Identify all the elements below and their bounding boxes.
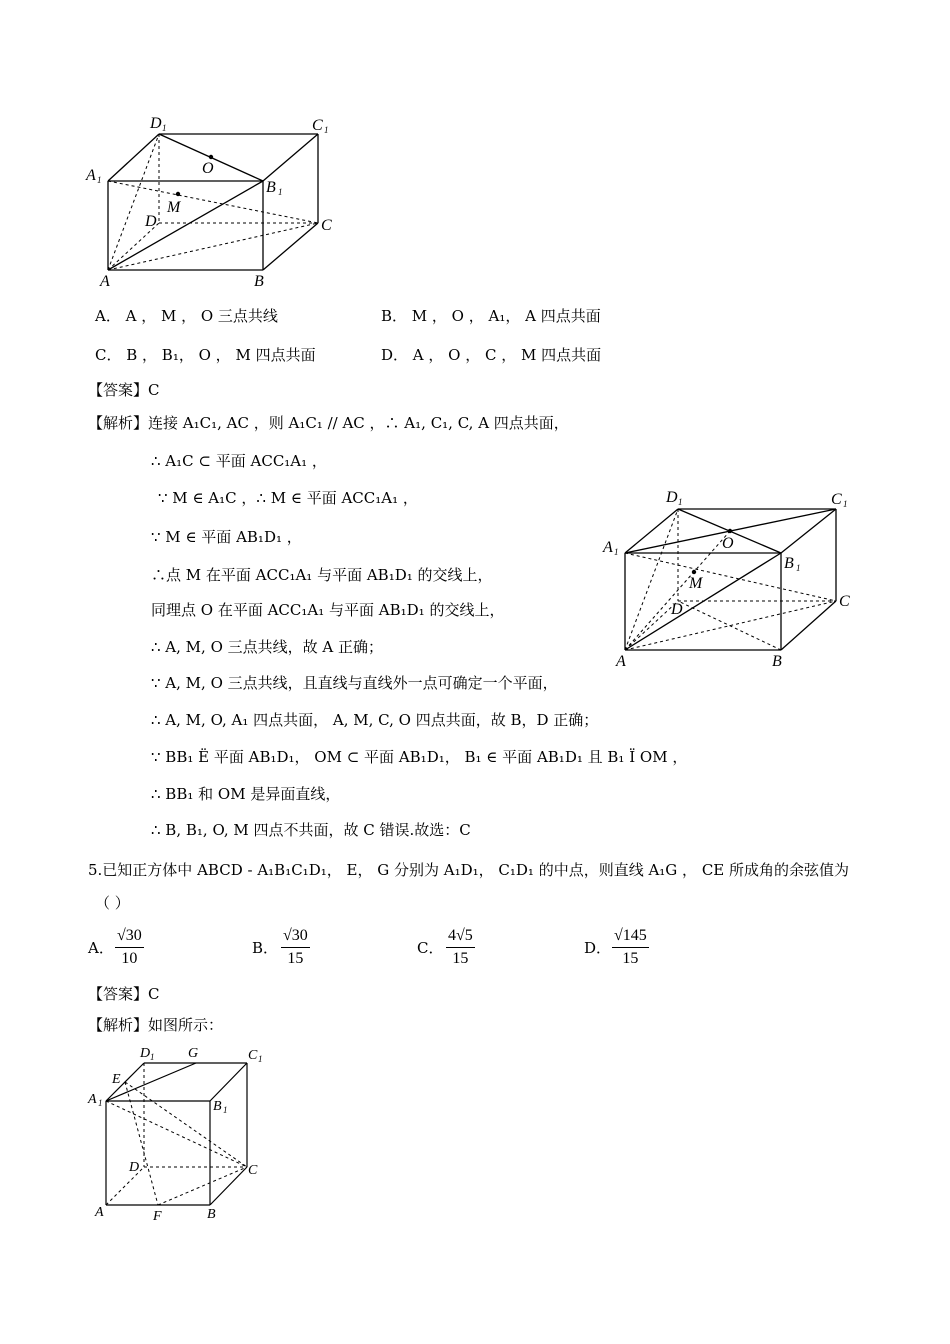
- q4-analysis-line: ∵ A, M, O 三点共线，且直线与直线外一点可确定一个平面，: [151, 674, 558, 692]
- fig3-label-C1: C: [248, 1048, 258, 1063]
- q5-option-c-label[interactable]: C．: [417, 939, 444, 957]
- fig1-label-C1: C: [312, 117, 323, 134]
- fig1-label-C: C: [321, 217, 332, 234]
- q4-option-c[interactable]: C． B ， B₁， O ， M 四点共面: [95, 346, 316, 364]
- svg-text:1: 1: [98, 1098, 103, 1108]
- q4-analysis-line: ∴ A, M, O 三点共线，故 A 正确；: [151, 638, 384, 656]
- svg-text:1: 1: [162, 123, 167, 133]
- fig2-label-B: B: [772, 653, 782, 670]
- fig3-label-D: D: [129, 1160, 140, 1175]
- fig2-label-C1: C: [831, 491, 842, 508]
- q4-analysis-line: ∴点 M 在平面 ACC₁A₁ 与平面 AB₁D₁ 的交线上，: [151, 566, 493, 584]
- svg-text:1: 1: [278, 187, 283, 197]
- q4-analysis-line: ∴ A₁C ⊂ 平面 ACC₁A₁ ，: [151, 452, 327, 470]
- q5-paren: （ ）: [95, 894, 130, 912]
- svg-text:1: 1: [324, 125, 329, 135]
- fig2-label-D: D: [671, 601, 683, 618]
- svg-text:1: 1: [796, 563, 801, 573]
- fig2-label-M: M: [689, 575, 703, 592]
- q4-analysis-line: ∵ M ∈ 平面 AB₁D₁ ，: [151, 528, 302, 546]
- fig3-label-E: E: [112, 1072, 121, 1087]
- fig3-label-A: A: [95, 1205, 104, 1220]
- q5-option-a-label[interactable]: A．: [88, 939, 114, 957]
- fig1-label-D1: D: [150, 115, 162, 132]
- svg-text:1: 1: [614, 547, 619, 557]
- figure-cuboid-top: [80, 108, 350, 293]
- q4-analysis-line: ∴ A, M, O, A₁ 四点共面， A, M, C, O 四点共面，故 B，D 正确；: [151, 711, 599, 729]
- svg-text:1: 1: [150, 1052, 155, 1062]
- fig2-label-A1: A: [603, 539, 613, 556]
- q4-option-b[interactable]: B． M ， O ， A₁， A 四点共面: [381, 307, 601, 325]
- fig3-label-B1: B: [213, 1099, 222, 1114]
- q5-option-d-fraction[interactable]: $\frac{√145}{15}$: [614, 927, 647, 967]
- q5-option-d-label[interactable]: D．: [584, 939, 612, 957]
- q5-analysis: 【解析】如图所示：: [88, 1016, 224, 1034]
- fig3-label-F: F: [153, 1209, 162, 1224]
- fig1-label-B: B: [254, 273, 264, 290]
- fig2-label-D1: D: [666, 489, 678, 506]
- fig1-label-O: O: [202, 160, 214, 177]
- q5-option-b-fraction[interactable]: $\frac{√30}{15}$: [283, 927, 308, 967]
- q5-answer: 【答案】C: [88, 985, 160, 1003]
- svg-text:1: 1: [97, 175, 102, 185]
- q4-option-a[interactable]: A． A ， M ， O 三点共线: [95, 307, 278, 325]
- fig1-label-M: M: [167, 199, 181, 216]
- q4-analysis-line: 【解析】连接 A₁C₁, AC ，则 A₁C₁ // AC ，∴ A₁, C₁, C, A 四点共面，: [88, 414, 569, 432]
- q5-option-c-fraction[interactable]: $\frac{4√5}{15}$: [448, 927, 473, 967]
- fig2-label-A: A: [616, 653, 626, 670]
- svg-text:1: 1: [678, 497, 683, 507]
- fig2-label-B1: B: [784, 555, 794, 572]
- fig3-label-C: C: [248, 1163, 258, 1178]
- q4-analysis-line: ∴ B, B₁, O, M 四点不共面，故 C 错误.故选：C: [151, 821, 471, 839]
- figure-cube-q5: [86, 1040, 276, 1225]
- fig2-label-C: C: [839, 593, 850, 610]
- q4-analysis-line: 同理点 O 在平面 ACC₁A₁ 与平面 AB₁D₁ 的交线上，: [151, 601, 505, 619]
- fig1-label-A: A: [100, 273, 110, 290]
- fig3-label-D1: D: [140, 1046, 151, 1061]
- fig1-label-B1: B: [266, 179, 276, 196]
- fig1-label-A1: A: [86, 167, 96, 184]
- q4-option-d[interactable]: D． A ， O ， C ， M 四点共面: [381, 346, 602, 364]
- q4-analysis-line: ∴ BB₁ 和 OM 是异面直线，: [151, 785, 341, 803]
- fig3-label-A1: A: [88, 1092, 97, 1107]
- q4-answer: 【答案】C: [88, 381, 160, 399]
- fig1-label-D: D: [145, 213, 157, 230]
- q5-option-b-label[interactable]: B．: [252, 939, 279, 957]
- svg-text:1: 1: [258, 1054, 263, 1064]
- q5-option-a-fraction[interactable]: $\frac{√30}{10}$: [117, 927, 142, 967]
- fig3-label-G: G: [188, 1046, 199, 1061]
- svg-text:1: 1: [843, 499, 848, 509]
- q4-analysis-line: ∵ BB₁ Ë 平面 AB₁D₁， OM ⊂ 平面 AB₁D₁， B₁ ∈ 平面 AB₁D₁ 且 B₁ Ï OM ，: [151, 748, 688, 766]
- svg-text:1: 1: [223, 1105, 228, 1115]
- q4-analysis-line: ∵ M ∈ A₁C ，∴ M ∈ 平面 ACC₁A₁ ，: [158, 489, 418, 507]
- figure-cuboid-analysis: [598, 484, 860, 674]
- q5-stem: 5.已知正方体中 ABCD - A₁B₁C₁D₁， E， G 分别为 A₁D₁， C₁D₁ 的中点，则直线 A₁G ， CE 所成角的余弦值为: [88, 861, 850, 879]
- fig2-label-O: O: [722, 535, 734, 552]
- fig3-label-B: B: [207, 1207, 216, 1222]
